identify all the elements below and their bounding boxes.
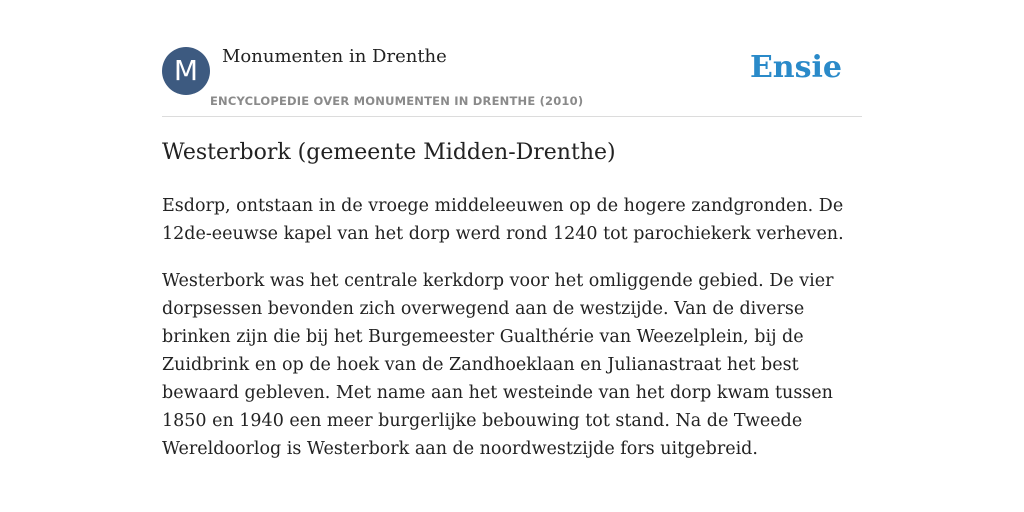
avatar[interactable]: M — [162, 47, 210, 95]
header — [162, 0, 862, 117]
book-title-link[interactable]: Monumenten in Drenthe — [222, 46, 447, 67]
entry-content — [162, 192, 862, 482]
entry-title: Westerbork (gemeente Midden-Drenthe) — [162, 140, 616, 165]
entry-paragraph: Westerbork was het centrale kerkdorp voor het omliggende gebied. De vier dorpsessen bevonden zich overwegend aan de westzijde. Van de diverse brinken zijn die bij het Burgemeester Gualthérie van Weezelplein, bij de Zuidbrink en op de hoek van de Zandhoeklaan en Julianastraat het best bewaard gebleven. Met name aan het westeinde van het dorp kwam tussen 1850 en 1940 een meer burgerlijke bebouwing tot stand. Na de Tweede Wereldoorlog is Westerbork aan de noordwestzijde fors uitgebreid. — [162, 271, 834, 459]
brand-logo[interactable]: Ensie — [749, 50, 842, 85]
entry-page — [162, 0, 862, 459]
book-subtitle: ENCYCLOPEDIE OVER MONUMENTEN IN DRENTHE (2010) — [210, 94, 584, 108]
entry-paragraph: Esdorp, ontstaan in de vroege middeleeuwen op de hogere zandgronden. De 12de-eeuwse kapel van het dorp werd rond 1240 tot parochiekerk verheven. — [162, 196, 844, 244]
